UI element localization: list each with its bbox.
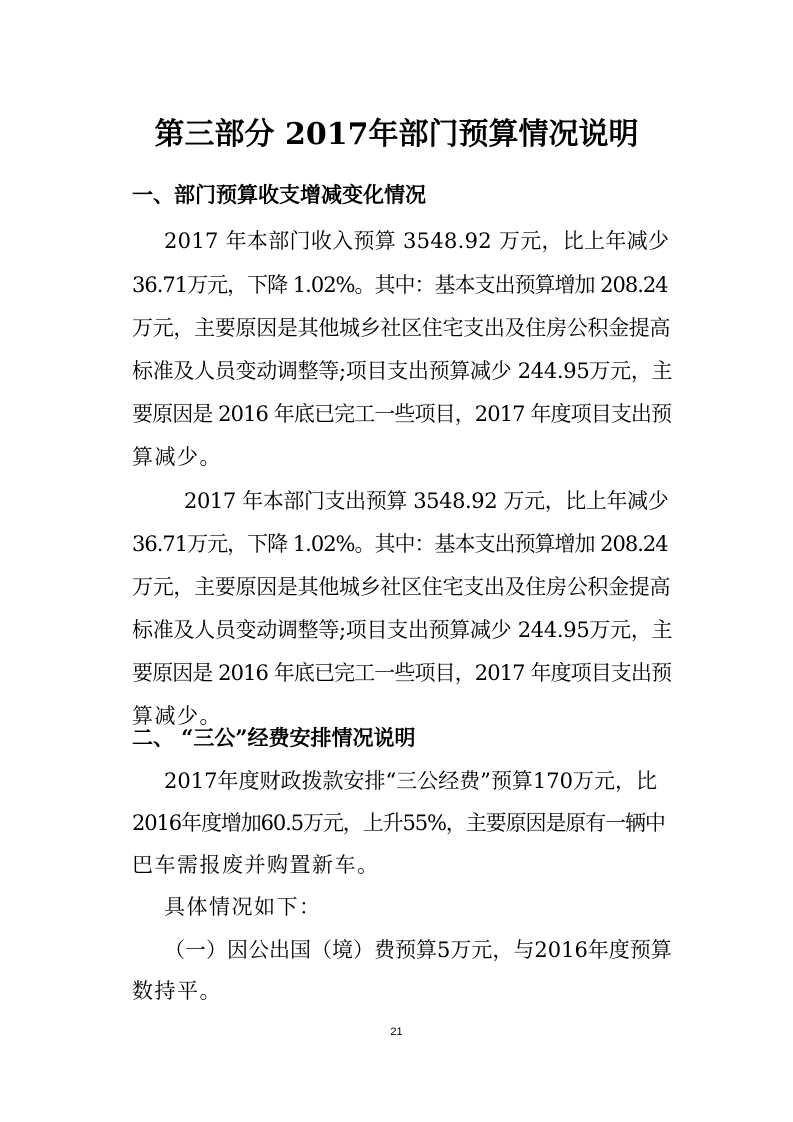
page-number: 21 bbox=[390, 1026, 403, 1038]
text-line: 算减少。 bbox=[132, 704, 222, 728]
page-title: 第三部分 2017年部门预算情况说明 bbox=[154, 117, 639, 152]
text-line: 要原因是 2016 年底已完工一些项目，2017 年度项目支出预 bbox=[132, 661, 672, 685]
text-line: 万元，主要原因是其他城乡社区住宅支出及住房公积金提高 bbox=[132, 316, 671, 340]
text-line: 巴车需报废并购置新车。 bbox=[132, 853, 380, 877]
text-line: 2017年度财政拨款安排“三公经费”预算170万元，比 bbox=[164, 769, 657, 793]
text-line: （一）因公出国（境）费预算5万元，与2016年度预算 bbox=[164, 938, 672, 962]
text-line: 数持平。 bbox=[132, 979, 222, 1003]
text-line: 36.71万元，下降 1.02%。其中：基本支出预算增加 208.24 bbox=[132, 273, 668, 297]
text-line: 36.71万元，下降 1.02%。其中：基本支出预算增加 208.24 bbox=[132, 532, 668, 556]
text-line: 标准及人员变动调整等;项目支出预算减少 244.95万元，主 bbox=[132, 359, 673, 383]
section-heading-1: 一、部门预算收支增减变化情况 bbox=[132, 182, 426, 207]
text-line: 算减少。 bbox=[132, 445, 222, 469]
text-line: 2016年度增加60.5万元，上升55%，主要原因是原有一辆中 bbox=[132, 811, 665, 835]
text-line: 2017 年本部门支出预算 3548.92 万元，比上年减少 bbox=[184, 489, 669, 513]
paragraph-details-intro: 具体情况如下： bbox=[164, 895, 322, 919]
text-line: 2017 年本部门收入预算 3548.92 万元，比上年减少 bbox=[164, 229, 670, 253]
text-line: 标准及人员变动调整等;项目支出预算减少 244.95万元，主 bbox=[132, 618, 673, 642]
section-heading-2: 二、 “三公”经费安排情况说明 bbox=[132, 725, 416, 750]
text-line: 要原因是 2016 年底已完工一些项目，2017 年度项目支出预 bbox=[132, 402, 672, 426]
text-line: 万元，主要原因是其他城乡社区住宅支出及住房公积金提高 bbox=[132, 575, 671, 599]
